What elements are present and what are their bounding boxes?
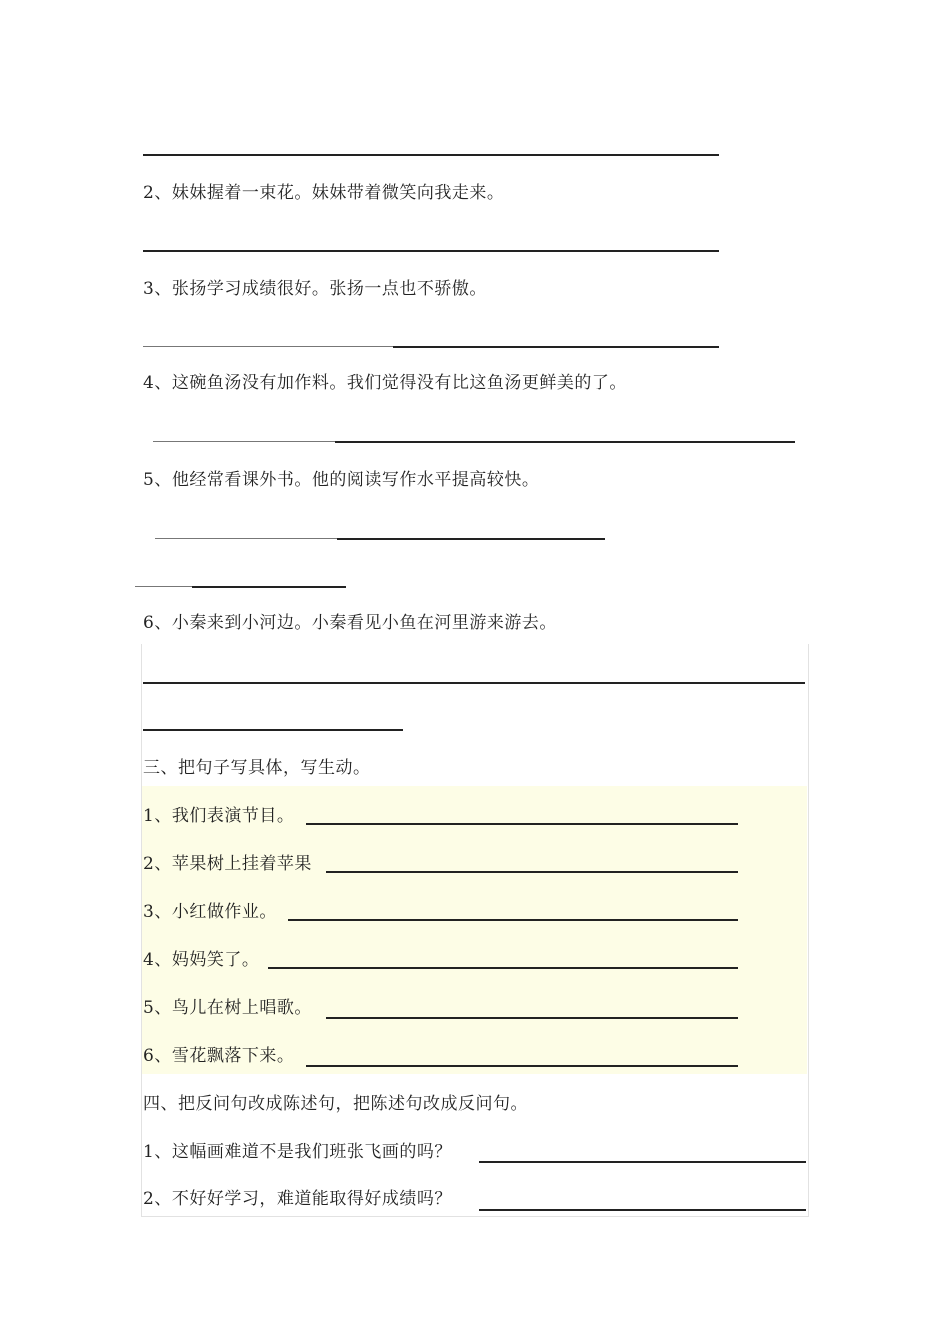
exercise-item: 2、苹果树上挂着苹果	[143, 854, 312, 874]
exercise-item: 5、他经常看课外书。他的阅读写作水平提高较快。	[143, 470, 540, 490]
answer-line[interactable]	[143, 729, 403, 731]
section-heading: 四、把反问句改成陈述句，把陈述句改成反问句。	[143, 1094, 528, 1114]
answer-line[interactable]	[268, 967, 738, 969]
exercise-item: 4、这碗鱼汤没有加作料。我们觉得没有比这鱼汤更鲜美的了。	[143, 373, 627, 393]
exercise-item: 6、雪花飘落下来。	[143, 1046, 295, 1066]
answer-line[interactable]	[393, 346, 719, 348]
exercise-item: 1、我们表演节目。	[143, 806, 295, 826]
answer-line[interactable]	[153, 441, 335, 442]
exercise-item: 2、妹妹握着一束花。妹妹带着微笑向我走来。	[143, 183, 505, 203]
highlight-region	[142, 786, 807, 1074]
answer-line[interactable]	[479, 1161, 806, 1163]
answer-line[interactable]	[143, 250, 719, 252]
exercise-item: 5、鸟儿在树上唱歌。	[143, 998, 312, 1018]
exercise-item: 4、妈妈笑了。	[143, 950, 260, 970]
answer-line[interactable]	[135, 586, 192, 587]
exercise-item: 3、张扬学习成绩很好。张扬一点也不骄傲。	[143, 279, 487, 299]
answer-line[interactable]	[306, 1065, 738, 1067]
answer-line[interactable]	[337, 538, 605, 540]
answer-line[interactable]	[143, 346, 393, 347]
answer-line[interactable]	[326, 1017, 738, 1019]
answer-line[interactable]	[143, 154, 719, 156]
answer-line[interactable]	[326, 871, 738, 873]
exercise-item: 2、不好好学习，难道能取得好成绩吗？	[143, 1189, 452, 1209]
answer-line[interactable]	[143, 682, 805, 684]
answer-line[interactable]	[192, 586, 346, 588]
answer-line[interactable]	[335, 441, 795, 443]
exercise-item: 1、这幅画难道不是我们班张飞画的吗？	[143, 1142, 452, 1162]
answer-line[interactable]	[288, 919, 738, 921]
answer-line[interactable]	[306, 823, 738, 825]
answer-line[interactable]	[155, 538, 337, 539]
exercise-item: 6、小秦来到小河边。小秦看见小鱼在河里游来游去。	[143, 613, 557, 633]
exercise-item: 3、小红做作业。	[143, 902, 277, 922]
answer-line[interactable]	[479, 1209, 806, 1211]
section-heading: 三、把句子写具体，写生动。	[143, 758, 371, 778]
